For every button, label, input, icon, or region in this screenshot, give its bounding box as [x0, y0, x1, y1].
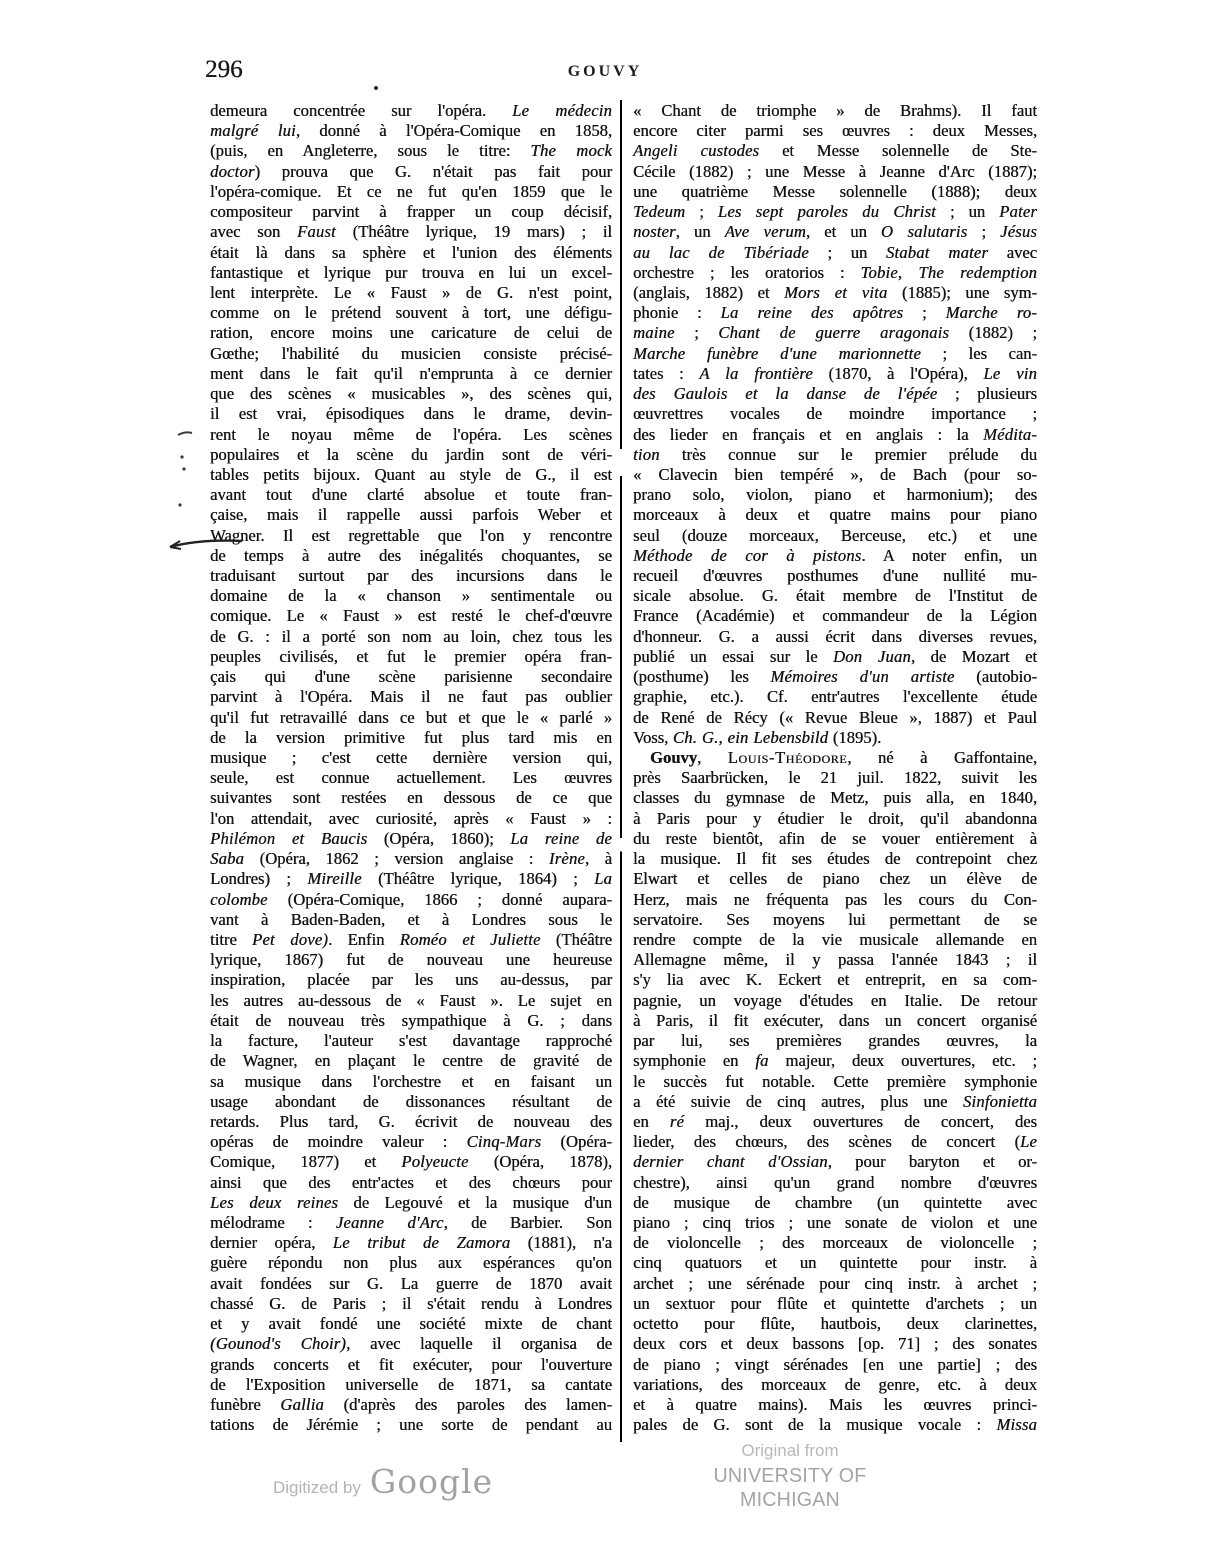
text-line: dernier opéra, Le tribut de Zamora (1881), n'a	[210, 1233, 612, 1253]
text-line: opéras de moindre valeur : Cinq-Mars (Opéra-	[210, 1132, 612, 1152]
text-line: avait fondées sur G. La guerre de 1870 avait	[210, 1273, 612, 1293]
text-line: populaires et la scène du jardin sont de véri-	[210, 444, 612, 464]
text-line: à Paris pour y étudier le droit, qu'il abandonna	[633, 808, 1037, 828]
text-line: la musique. Il fit ses études de contrepoint chez	[633, 849, 1037, 869]
text-line: mélodrame : Jeanne d'Arc, de Barbier. Son	[210, 1213, 612, 1233]
footer-provenance	[665, 1441, 915, 1512]
text-line: Tedeum ; Les sept paroles du Christ ; un Pater	[633, 202, 1037, 222]
text-line: dernier chant d'Ossian, pour baryton et or-	[633, 1152, 1037, 1172]
text-line: l'opéra-comique. Et ce ne fut qu'en 1859 que le	[210, 181, 612, 201]
text-line: que des scènes « musicables », des scènes qui,	[210, 384, 612, 404]
text-line: Voss, Ch. G., ein Lebensbild (1895).	[633, 727, 882, 747]
text-line: vant à Baden-Baden, et à Londres sous le	[210, 909, 612, 929]
text-line: de G. : il a porté son nom au loin, chez tous les	[210, 626, 612, 646]
text-line: de René de Récy (« Revue Bleue », 1887) et Paul	[633, 707, 1037, 727]
text-line: traduisant surtout par des incursions dans le	[210, 566, 612, 586]
text-line: variations, des morceaux de genre, etc. à deux	[633, 1374, 1037, 1394]
text-line: tion très connue sur le premier prélude du	[633, 444, 1037, 464]
text-line: les autres au-dessous de « Faust ». Le sujet en	[210, 990, 612, 1010]
text-line: Gœthe; l'habilité du musicien consiste précisé-	[210, 343, 612, 363]
text-line: archet ; une sérénade pour cinq instr. à archet ;	[633, 1273, 1037, 1293]
text-line: chassé G. de Paris ; il s'était rendu à Londres	[210, 1293, 612, 1313]
text-line: deux cors et deux bassons [op. 71] ; des sonates	[633, 1334, 1037, 1354]
text-line: œuvrettres vocales de moindre importance ;	[633, 404, 1037, 424]
text-line: guère répondu non plus aux espérances qu'on	[210, 1253, 612, 1273]
text-line: Gouvy, Louis-Théodore, né à Gaffontaine,	[650, 748, 1037, 767]
right-text-column	[633, 101, 1037, 1435]
text-line: Cécile (1882) ; une Messe à Jeanne d'Arc (1887);	[633, 161, 1037, 181]
text-line: titre Pet dove). Enfin Roméo et Juliette (Théâtre	[210, 929, 612, 949]
page-number: 296	[205, 56, 243, 83]
text-line: Allemagne même, il y passa l'année 1843 ; il	[633, 950, 1037, 970]
footer-digitizer	[273, 1462, 493, 1501]
text-line: pagnie, un voyage d'études en Italie. De retour	[633, 990, 1037, 1010]
text-line: fantastique et lyrique pur trouva en lui un excel-	[210, 262, 612, 282]
text-line: Les deux reines de Legouvé et la musique d'un	[210, 1192, 613, 1212]
text-line: servatoire. Ses moyens lui permettant de se	[633, 909, 1037, 929]
text-line: tables petits bijoux. Quant au style de G., il est	[210, 464, 612, 484]
google-logo: Google	[369, 1462, 494, 1501]
text-line: au lac de Tibériade ; un Stabat mater avec	[633, 242, 1038, 262]
text-line: compositeur parvint à frapper un coup décisif,	[210, 202, 612, 222]
text-line: encore citer parmi ses œuvres : deux Messes,	[633, 121, 1037, 141]
text-line: domaine de la « chanson » sentimentale ou	[210, 586, 612, 606]
text-line: demeura concentrée sur l'opéra. Le médecin	[210, 101, 612, 120]
text-line: la facture, l'auteur s'est davantage rapproché	[210, 1031, 612, 1051]
text-line: ment dans le fait qu'il n'emprunta à ce dernier	[210, 363, 612, 383]
text-line: près Saarbrücken, le 21 juil. 1822, suivit les	[633, 768, 1037, 788]
text-line: lieder, des chœurs, des scènes de concert (Le	[633, 1132, 1037, 1152]
text-line: l'on attendait, avec curiosité, après « Faust » :	[210, 808, 612, 828]
text-line: orchestre ; les oratorios : Tobie, The redemption	[633, 262, 1037, 282]
digitized-by-label: Digitized by	[273, 1478, 361, 1497]
text-line: Angeli custodes et Messe solennelle de Ste-	[633, 141, 1037, 161]
text-line: rent le noyau même de l'opéra. Les scènes	[210, 424, 612, 444]
text-line: comme on le prétend souvent à tort, une défigu-	[210, 303, 612, 323]
text-line: Comique, 1877) et Polyeucte (Opéra, 1878),	[210, 1152, 612, 1172]
text-line: çais qui d'une scène parisienne secondaire	[210, 667, 612, 687]
text-line: ainsi que des entr'actes et des chœurs pour	[210, 1172, 612, 1192]
text-line: était là dans sa sphère et l'union des éléments	[210, 242, 612, 262]
text-line: retards. Plus tard, G. écrivit de nouveau des	[210, 1111, 612, 1131]
text-line: d'honneur. G. a aussi écrit dans diverses revues,	[633, 626, 1037, 646]
left-text-column	[210, 101, 612, 1435]
text-line: de la version primitive fut plus tard mis en	[210, 727, 612, 747]
text-line: de Wagner, en plaçant le centre de gravité de	[210, 1051, 612, 1071]
text-line: sa musique dans l'orchestre et en faisant un	[210, 1071, 612, 1091]
text-line: doctor) prouva que G. n'était pas fait pour	[210, 161, 612, 181]
text-line: usage abondant de dissonances résultant de	[210, 1091, 612, 1111]
text-line: lent interprète. Le « Faust » de G. n'est point,	[210, 282, 612, 302]
text-line: colombe (Opéra-Comique, 1866 ; donné aupara-	[210, 889, 612, 909]
text-line: Herz, mais ne fréquenta pas les cours du Con-	[633, 889, 1037, 909]
text-line: rendre compte de la vie musicale allemande en	[633, 929, 1037, 949]
text-line: de l'Exposition universelle de 1871, sa cantate	[210, 1374, 612, 1394]
text-line: et à quatre mains). Mais les œuvres princi-	[633, 1395, 1037, 1414]
text-line: maine ; Chant de guerre aragonais (1882) ;	[633, 323, 1037, 343]
text-line: graphie, etc.). Cf. entr'autres l'excellente étude	[633, 687, 1037, 707]
text-line: morceaux à deux et quatre mains pour piano	[633, 505, 1037, 525]
text-line: de violoncelle ; des morceaux de violoncelle ;	[633, 1233, 1037, 1253]
text-line: peuples civilisés, et fut le premier opéra fran-	[210, 646, 612, 666]
text-line: Méthode de cor à pistons. A noter enfin, un	[633, 545, 1037, 565]
text-line: il est vrai, épisodiques dans le drame, devin-	[210, 404, 612, 424]
text-line: France (Académie) et commandeur de la Légion	[633, 606, 1037, 626]
text-line: s'y lia avec K. Eckert et entreprit, en sa com-	[633, 970, 1037, 990]
text-line: Philémon et Baucis (Opéra, 1860); La reine de	[210, 828, 612, 848]
text-line: pales de G. sont de la musique vocale : Missa	[633, 1415, 1037, 1435]
text-line: sicale absolue. G. était membre de l'Institut de	[633, 586, 1037, 606]
text-line: par lui, ses premières grandes œuvres, la	[633, 1031, 1037, 1051]
text-line: çaise, mais il rappelle aussi parfois Weber et	[210, 505, 612, 525]
institution-label: UNIVERSITY OF MICHIGAN	[713, 1464, 867, 1511]
text-line: en ré maj., deux ouvertures de concert, des	[633, 1111, 1038, 1131]
text-line: (posthume) les Mémoires d'un artiste (autobio-	[633, 667, 1037, 687]
text-line: noster, un Ave verum, et un O salutaris ; Jésus	[633, 222, 1037, 242]
text-line: était de nouveau très sympathique à G. ; dans	[210, 1010, 612, 1030]
text-line: tations de Jérémie ; une sorte de pendant au	[210, 1415, 612, 1435]
text-line: qu'il fut retravaillé dans ce but et que le « parlé »	[210, 707, 612, 727]
text-line: malgré lui, donné à l'Opéra-Comique en 1858,	[210, 121, 612, 141]
text-line: une quatrième Messe solennelle (1888); deux	[633, 181, 1037, 201]
text-line: de musique de chambre (un quintette avec	[633, 1192, 1037, 1212]
text-line: des Gaulois et la danse de l'épée ; plusieurs	[633, 384, 1037, 404]
text-line: à Paris, il fit exécuter, dans un concert organisé	[633, 1010, 1037, 1030]
text-line: et y avait fondé une société mixte de chant	[210, 1314, 612, 1334]
text-line: musique ; c'est cette dernière version qui,	[210, 748, 612, 767]
text-line: « Chant de triomphe » de Brahms). Il faut	[633, 101, 1037, 120]
text-line: piano ; cinq trios ; une sonate de violon et une	[633, 1213, 1037, 1233]
text-line: recueil d'œuvres posthumes d'une nullité mu-	[633, 566, 1037, 586]
ink-speck	[374, 86, 378, 90]
text-line: funèbre Gallia (d'après des paroles des lamen-	[210, 1395, 613, 1414]
text-line: (Gounod's Choir), avec laquelle il organisa de	[210, 1334, 613, 1354]
text-line: Elwart et celles de piano chez un élève de	[633, 869, 1037, 889]
text-line: du reste bientôt, afin de se vouer entièrement à	[633, 828, 1037, 848]
column-divider-rule	[620, 100, 622, 1442]
text-line: parvint à l'Opéra. Mais il ne faut pas oublier	[210, 687, 612, 707]
text-line: de temps à autre des inégalités choquantes, se	[210, 545, 612, 565]
text-line: Wagner. Il est regrettable que l'on y rencontre	[210, 525, 612, 545]
text-line: suivantes sont restées en dessous de ce que	[210, 788, 612, 808]
original-from-label: Original from	[741, 1441, 839, 1460]
text-line: a été suivie de cinq autres, plus une Sinfonietta	[633, 1091, 1037, 1111]
text-line: grands concerts et fit exécuter, pour l'ouverture	[210, 1354, 612, 1374]
text-line: comique. Le « Faust » est resté le chef-d'œuvre	[210, 606, 612, 626]
text-line: Saba (Opéra, 1862 ; version anglaise : Irène, à	[210, 849, 612, 869]
text-line: Marche funèbre d'une marionnette ; les can-	[633, 343, 1038, 363]
text-line: avec son Faust (Théâtre lyrique, 19 mars) ; il	[210, 222, 612, 242]
text-line: cinq quatuors et un quintette pour instr. à	[633, 1253, 1037, 1273]
text-line: publié un essai sur le Don Juan, de Mozart et	[633, 646, 1037, 666]
text-line: classes du gymnase de Metz, puis alla, en 1840,	[633, 788, 1037, 808]
text-line: tates : A la frontière (1870, à l'Opéra), Le vin	[633, 363, 1037, 383]
text-line: octetto pour flûte, hautbois, deux clarinettes,	[633, 1314, 1037, 1334]
text-line: chestre), ainsi qu'un grand nombre d'œuvres	[633, 1172, 1037, 1192]
running-head: GOUVY	[567, 63, 643, 80]
pencil-margin-marks	[160, 420, 260, 570]
text-line: symphonie en fa majeur, deux ouvertures, etc. ;	[633, 1051, 1037, 1071]
text-line: des lieder en français et en anglais : la Médita-	[633, 424, 1037, 444]
text-line: avant tout d'une clarté absolue et toute fran-	[210, 485, 612, 505]
text-line: le succès fut notable. Cette première symphonie	[633, 1071, 1037, 1091]
text-line: Londres) ; Mireille (Théâtre lyrique, 1864) ; La	[210, 869, 612, 889]
text-line: de piano ; vingt sérénades [en une partie] ; des	[633, 1354, 1037, 1374]
text-line: ration, encore moins une caricature de celui de	[210, 323, 612, 343]
text-line: (anglais, 1882) et Mors et vita (1885); une sym-	[633, 282, 1037, 302]
text-line: seul (douze morceaux, Berceuse, etc.) et une	[633, 525, 1037, 545]
text-line: lyrique, 1867) fut de nouveau une heureuse	[210, 950, 612, 970]
text-line: inspiration, placée par les uns au-dessus, par	[210, 970, 612, 990]
text-line: prano solo, violon, piano et harmonium); des	[633, 485, 1037, 505]
text-line: phonie : La reine des apôtres ; Marche ro-	[633, 303, 1037, 323]
text-line: seule, est connue actuellement. Les œuvres	[210, 768, 612, 788]
text-line: (puis, en Angleterre, sous le titre: The mock	[210, 141, 612, 161]
text-line: « Clavecin bien tempéré », de Bach (pour so-	[633, 464, 1037, 484]
text-line: un sextuor pour flûte et quintette d'archets ; un	[633, 1293, 1037, 1313]
